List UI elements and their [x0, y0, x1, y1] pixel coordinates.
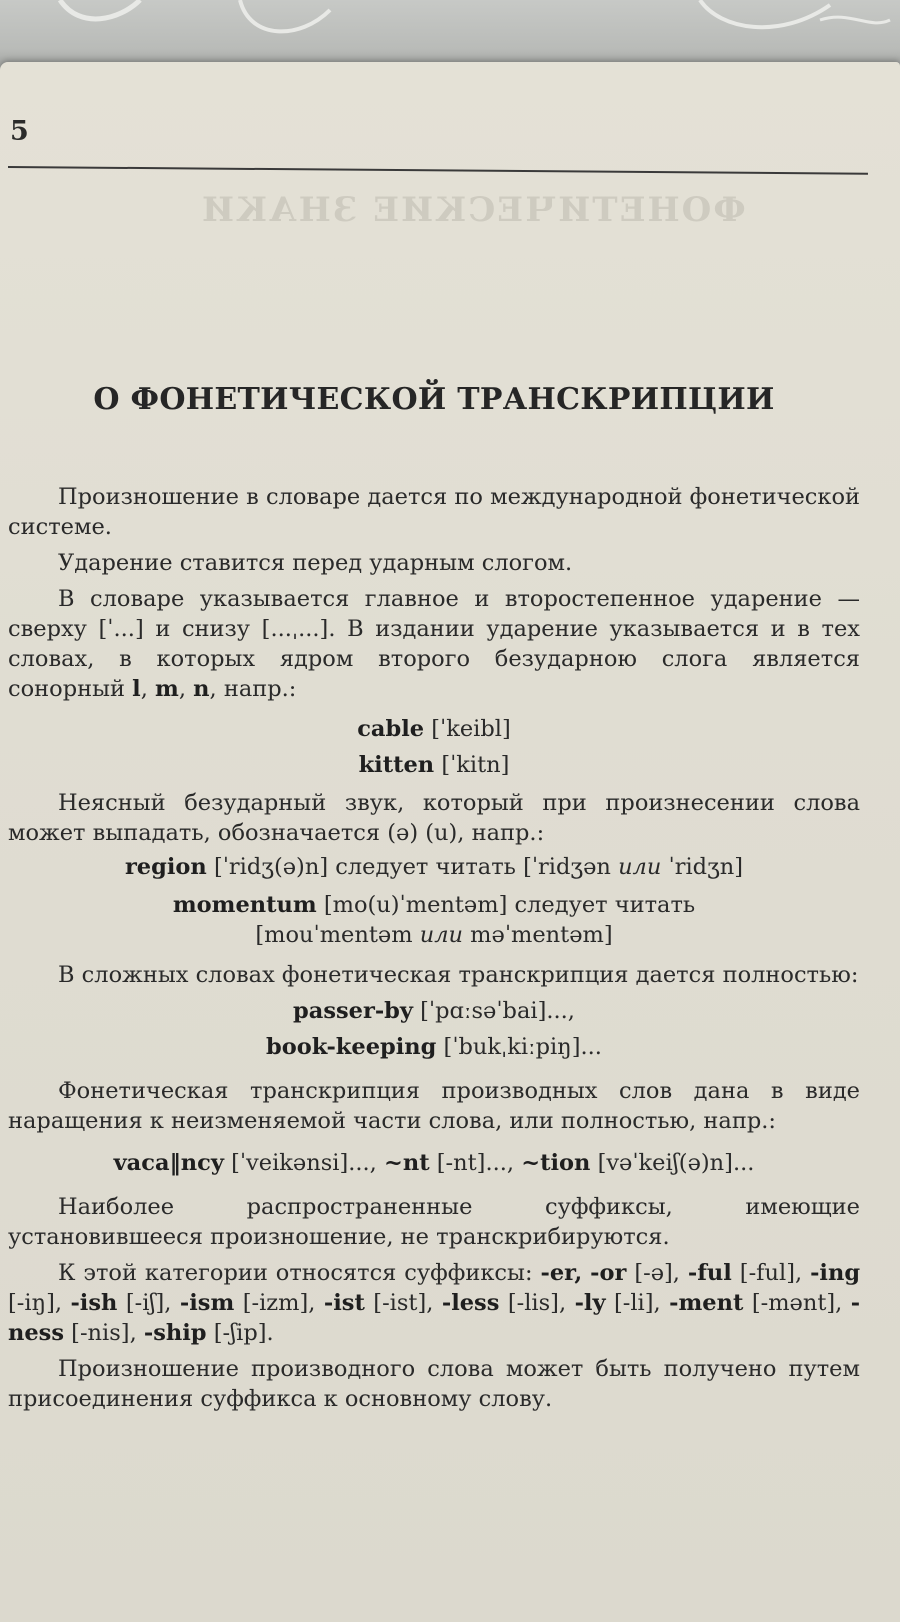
paragraph-3-text: В словаре указывается главное и второстепенное ударение — сверху [ˈ...] и снизу [...ˌ...]. В издании ударение указывается и в тех словах, в которых ядром второго безударною слога является сонорный — [8, 586, 860, 702]
paragraph-3: В словаре указывается главное и второстепенное ударение — сверху [ˈ...] и снизу [...ˌ...]. В издании ударение указывается и в тех словах, в которых ядром второго безударною слога является сонорный l, m, n, напр.: — [8, 586, 860, 702]
example-momentum-alt — [8, 920, 860, 950]
headword-region: region — [124, 854, 207, 880]
suffix-5-tr: [-izm], — [242, 1290, 316, 1316]
paragraph-2: Ударение ставится перед ударным слогом. — [58, 550, 573, 576]
headword-vacancy: vaca‖ncy — [113, 1150, 224, 1176]
transcription-cable: [ˈkeibl] — [431, 716, 511, 742]
suffix-7-tr: [-lis], — [507, 1290, 567, 1316]
headword-momentum: momentum — [172, 892, 317, 918]
suffix-2-tr: [-ful], — [739, 1260, 803, 1286]
background-ornament — [0, 0, 900, 70]
paragraph-7: Наиболее распространенные суффиксы, имеющие установившееся произношение, не транскрибируются. — [8, 1194, 860, 1250]
transcription-momentum: [mo(u)ˈmentəm] — [323, 892, 508, 918]
sonorant-m: m — [155, 676, 179, 702]
transcription-book-keeping: [ˈbukˌkiːpiŋ]... — [443, 1034, 602, 1060]
transcription-passer-by: [ˈpɑːsəˈbai]..., — [420, 998, 575, 1024]
suffix-10-tr: [-nis], — [71, 1320, 137, 1346]
suffix-3-tr: [-iŋ], — [8, 1290, 62, 1316]
headword-vacant: ~nt — [384, 1150, 430, 1176]
headword-passer-by: passer-by — [293, 998, 413, 1024]
paragraph-9: Произношение производного слова может быть получено путем присоединения суффикса к основному слову. — [8, 1356, 860, 1412]
alt-momentum-2: məˈmentəm] — [470, 922, 613, 948]
transcription-region: [ˈridʒ(ə)n] — [213, 854, 329, 880]
suffix-intro: К этой категории относятся суффиксы: — [58, 1260, 533, 1286]
paragraph-3-end: , напр.: — [209, 676, 297, 702]
suffix-1: -or — [590, 1260, 627, 1286]
example-kitten — [8, 750, 860, 780]
sonorant-l: l — [132, 676, 141, 702]
suffix-2: -ful — [687, 1260, 732, 1286]
sonorant-n: n — [193, 676, 210, 702]
suffix-6: -ist — [323, 1290, 365, 1316]
paragraph-4: Неясный безударный звук, который при произнесении слова может выпадать, обозначается (ə) (u), напр.: — [8, 790, 860, 846]
suffix-5: -ism — [179, 1290, 235, 1316]
suffix-11-tr: [-ʃip]. — [213, 1320, 274, 1346]
transcription-vacation: [vəˈkeiʃ(ə)n]... — [597, 1150, 755, 1176]
example-book-keeping — [8, 1032, 860, 1062]
bleed-through-text: ФОНЕТИЧЕСКИЕ ЗНАКИ — [200, 190, 746, 230]
headword-kitten: kitten — [358, 752, 435, 778]
headword-book-keeping: book-keeping — [266, 1034, 437, 1060]
or-momentum: или — [419, 922, 464, 948]
alt-region-1: [ˈridʒən — [523, 854, 611, 880]
suffix-3: -ing — [810, 1260, 861, 1286]
example-cable — [8, 714, 860, 744]
headword-cable: cable — [357, 716, 425, 742]
page-title: О ФОНЕТИЧЕСКОЙ ТРАНСКРИПЦИИ — [93, 382, 775, 417]
example-region — [8, 852, 860, 882]
suffix-4-tr: [-iʃ], — [125, 1290, 172, 1316]
suffix-7: -less — [441, 1290, 500, 1316]
suffix-9-tr: [-mənt], — [751, 1290, 843, 1316]
suffix-11: -ship — [143, 1320, 207, 1346]
suffix-8: -ly — [574, 1290, 606, 1316]
suffix-10: -ness — [8, 1290, 861, 1346]
page-number: 5 — [10, 116, 29, 147]
alt-momentum-1: [mouˈmentəm — [255, 922, 413, 948]
or-region: или — [618, 854, 662, 880]
transcription-vacancy: [ˈveikənsi]..., — [231, 1150, 377, 1176]
paragraph-8 — [8, 1258, 860, 1348]
headword-vacation: ~tion — [521, 1150, 591, 1176]
suffix-4: -ish — [70, 1290, 118, 1316]
suffix-0: -er, — [540, 1260, 583, 1286]
suffix-1-tr: [-ə], — [634, 1260, 680, 1286]
alt-region-2: ˈridʒn] — [668, 854, 744, 880]
paragraph-1: Произношение в словаре дается по международной фонетической системе. — [8, 484, 860, 540]
read-as-region: следует читать — [335, 854, 516, 880]
suffix-6-tr: [-ist], — [373, 1290, 434, 1316]
page-content — [8, 320, 860, 1414]
suffix-9: -ment — [669, 1290, 744, 1316]
example-vacancy — [8, 1148, 860, 1178]
example-momentum — [8, 890, 860, 920]
paragraph-6: Фонетическая транскрипция производных слов дана в виде наращения к неизменяемой части слова, или полностью, напр.: — [8, 1078, 860, 1134]
transcription-kitten: [ˈkitn] — [441, 752, 510, 778]
read-as-momentum: следует читать — [514, 892, 696, 918]
example-passer-by — [8, 996, 860, 1026]
paragraph-5: В сложных словах фонетическая транскрипция дается полностью: — [58, 962, 859, 988]
suffix-8-tr: [-li], — [613, 1290, 661, 1316]
transcription-vacant: [-nt]..., — [436, 1150, 515, 1176]
